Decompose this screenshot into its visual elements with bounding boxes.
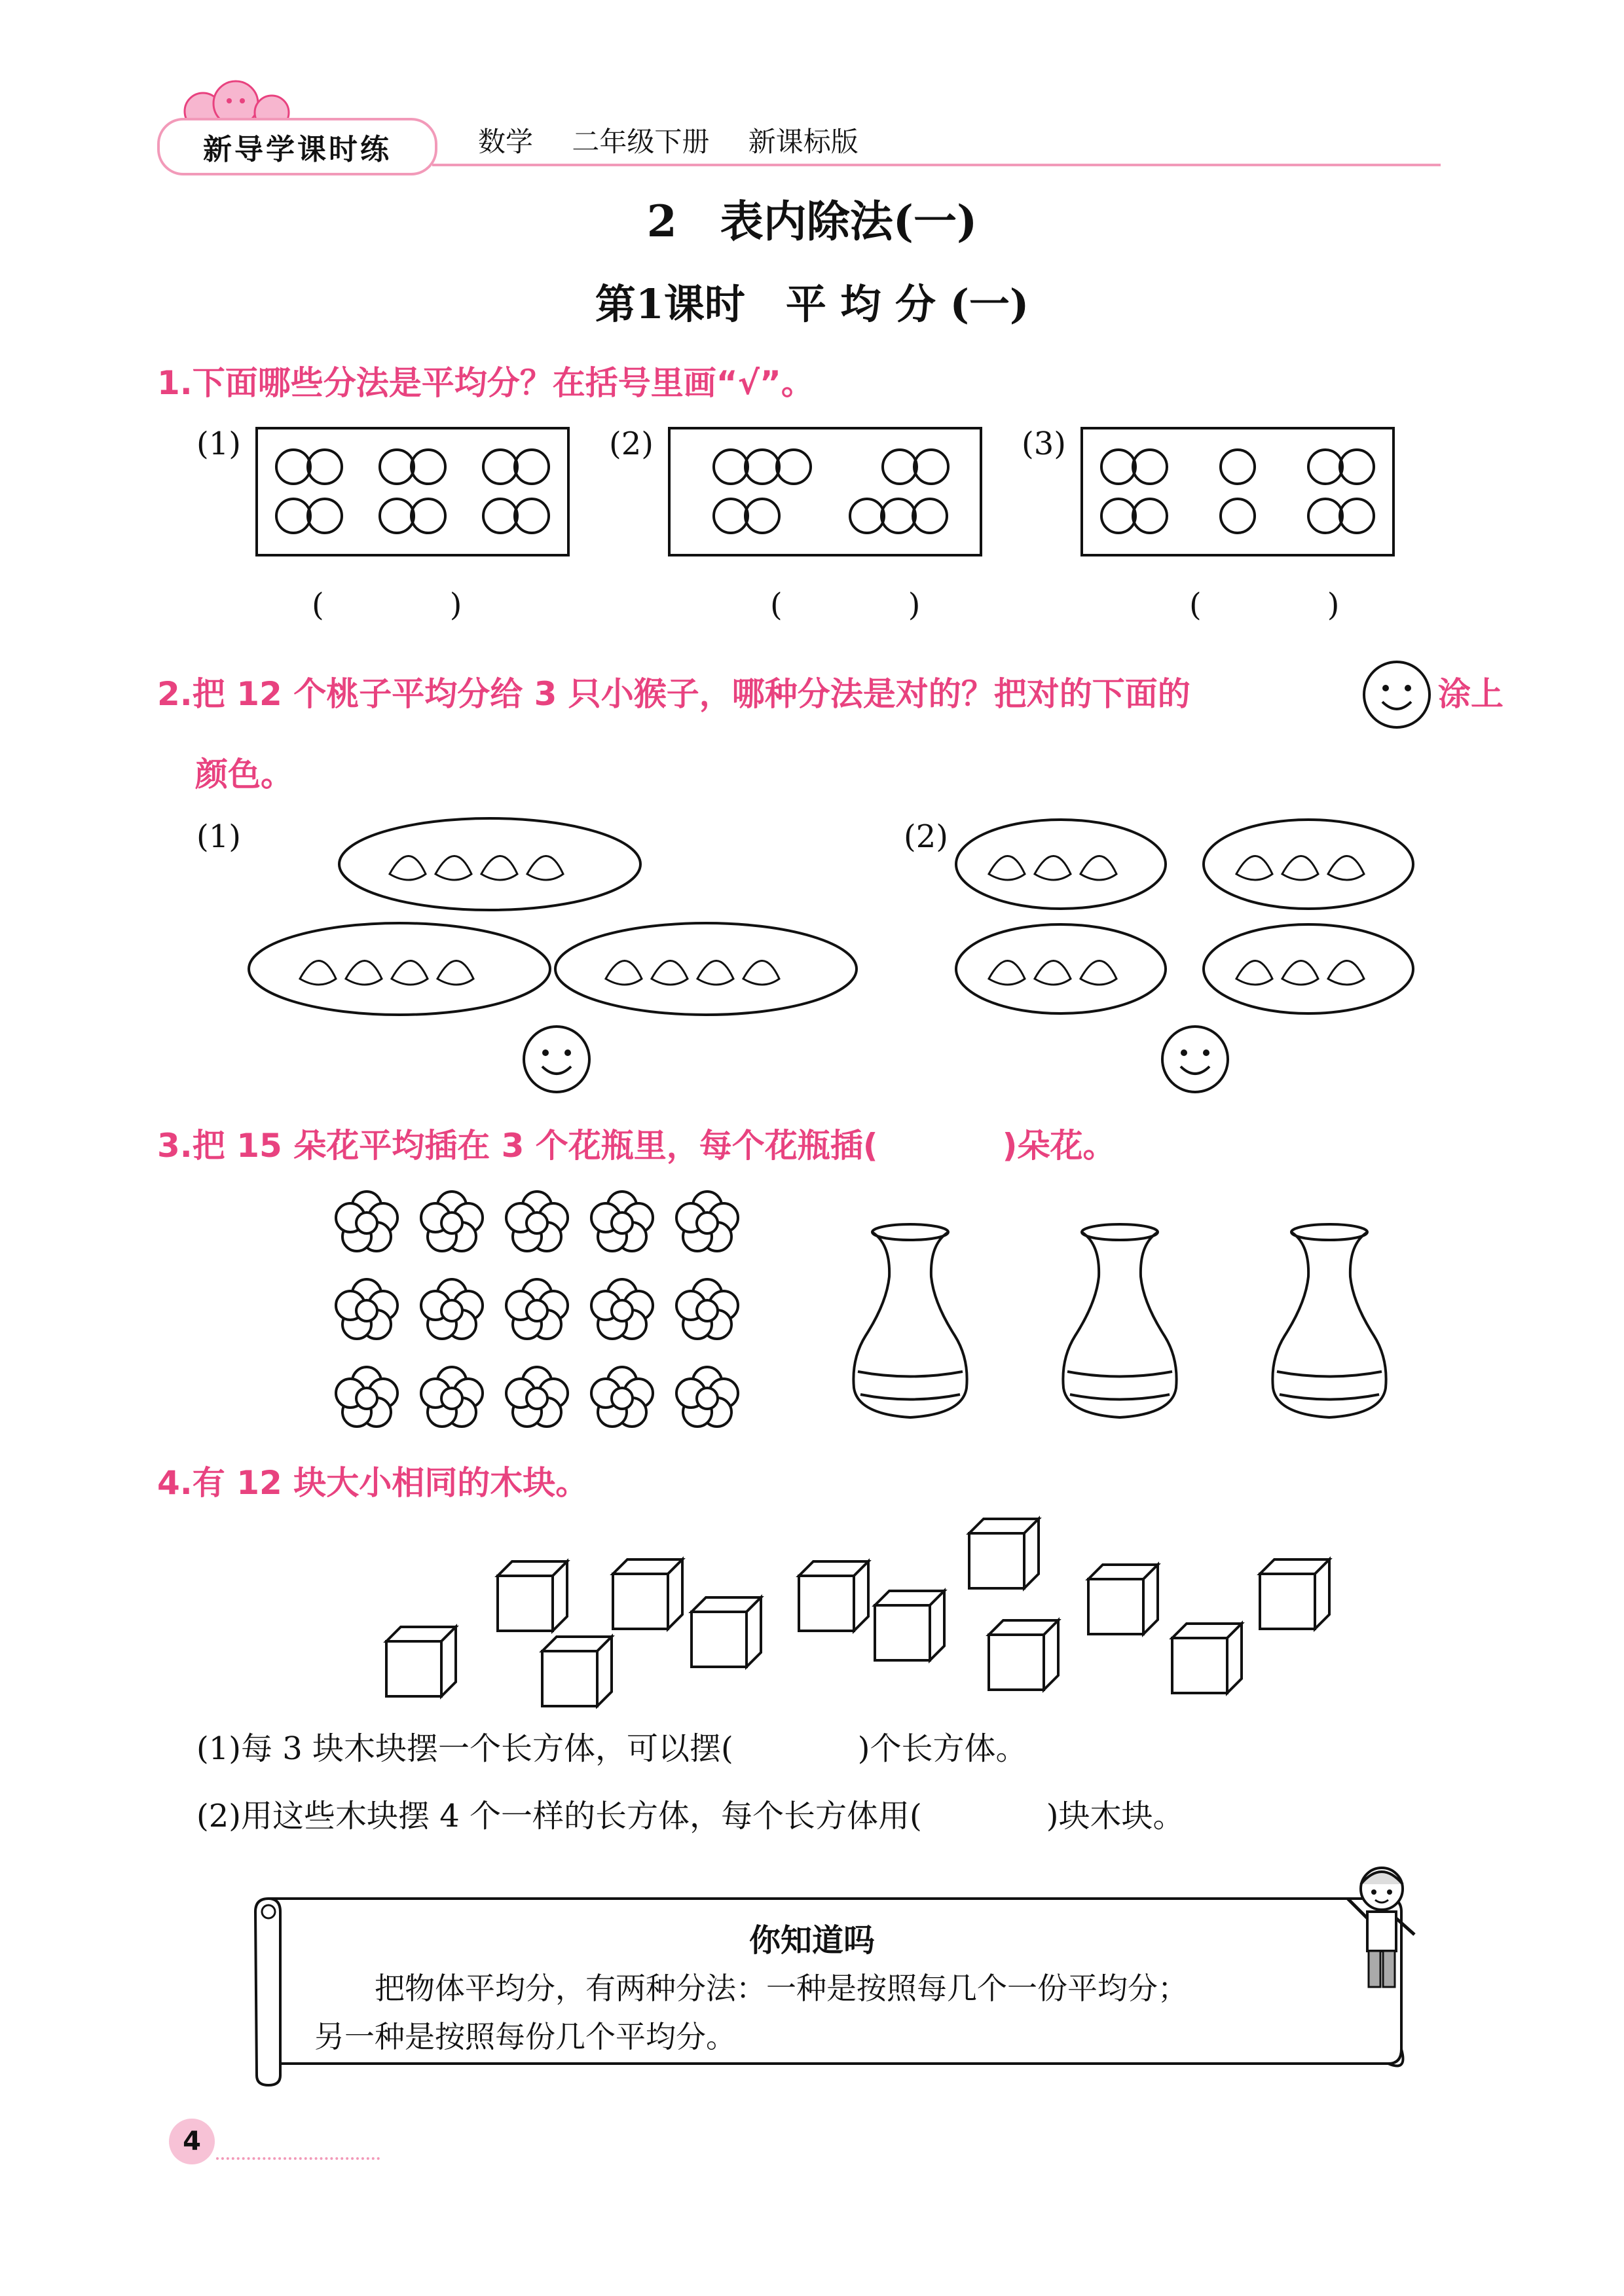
q1-option-1-label: (1) <box>196 426 241 462</box>
q4-number: 4. <box>157 1464 193 1502</box>
q1-answer-paren-2[interactable]: ( ) <box>770 587 921 623</box>
q1-option-3-box <box>1080 427 1395 556</box>
q4-prompt <box>157 1457 588 1504</box>
tip-body <box>314 1964 1349 2061</box>
q1-option-1-box <box>255 427 570 556</box>
q3-number: 3. <box>157 1127 193 1165</box>
q2-text-b: 涂上 <box>1438 675 1504 713</box>
q1-text: 下面哪些分法是平均分？在括号里画“√”。 <box>192 364 814 402</box>
q1-option-3-label: (3) <box>1022 426 1066 462</box>
q1-option-2-box <box>668 427 982 556</box>
q2-option-1-label: (1) <box>196 818 241 855</box>
q1-answer-paren-1[interactable]: ( ) <box>312 587 462 623</box>
q4-sub2-text-a: (2)用这些木块摆 4 个一样的长方体，每个长方体用( <box>196 1798 922 1834</box>
q4-sub1 <box>196 1723 1027 1768</box>
q2-option-2-smiley-icon <box>1162 1027 1228 1092</box>
q2-option-1-peach-groups <box>242 812 877 1100</box>
header-edition: 新课标版 <box>748 126 858 158</box>
q2-option-2-label: (2) <box>904 818 948 855</box>
q2-text-a: 把 12 个桃子平均分给 3 只小猴子，哪种分法是对的？把对的下面的 <box>192 675 1190 713</box>
q1-option-2-label: (2) <box>609 426 654 462</box>
q2-option-1-smiley-icon <box>524 1027 589 1092</box>
lesson-title: 第1课时 平 均 分 (一) <box>595 280 1029 328</box>
q4-sub1-text-a: (1)每 3 块木块摆一个长方体，可以摆( <box>196 1730 733 1767</box>
q1-prompt <box>157 357 814 404</box>
unit-title: 2 表内除法(一) <box>646 196 978 247</box>
q2-text-c: 颜色。 <box>195 756 293 793</box>
q2-smiley-icon <box>1361 659 1433 731</box>
header-grade: 二年级下册 <box>572 126 710 158</box>
header-info <box>478 120 889 160</box>
q4-text: 有 12 块大小相同的木块。 <box>192 1464 589 1502</box>
header-subject: 数学 <box>478 126 534 158</box>
q1-number: 1. <box>157 364 193 402</box>
footer-dotted-line <box>216 2157 380 2160</box>
q4-sub2 <box>196 1791 1185 1836</box>
q4-sub2-text-b: )块木块。 <box>1046 1798 1185 1834</box>
q3-flowers-grid <box>327 1185 760 1447</box>
q2-option-2-peach-groups <box>950 812 1447 1100</box>
q3-text-a: 把 15 朵花平均插在 3 个花瓶里，每个花瓶插( <box>192 1127 878 1165</box>
q3-text-b: )朵花。 <box>1002 1127 1116 1165</box>
header-divider <box>432 164 1441 166</box>
header-series-badge: 新导学课时练 <box>157 118 437 175</box>
tip-line-2: 另一种是按照每份几个平均分。 <box>314 2019 736 2054</box>
q4-blocks <box>380 1512 1336 1709</box>
q3-vases <box>845 1218 1408 1434</box>
q2-number: 2. <box>157 675 193 713</box>
q4-sub1-text-b: )个长方体。 <box>857 1730 1027 1767</box>
page-number: 4 <box>169 2119 215 2164</box>
q2-prompt-line1 <box>157 668 1190 715</box>
tip-title: 你知道吗 <box>748 1922 875 1959</box>
q3-prompt <box>157 1120 1116 1167</box>
tip-line-1: 把物体平均分，有两种分法：一种是按照每几个一份平均分； <box>375 1971 1188 2006</box>
q1-answer-paren-3[interactable]: ( ) <box>1189 587 1340 623</box>
